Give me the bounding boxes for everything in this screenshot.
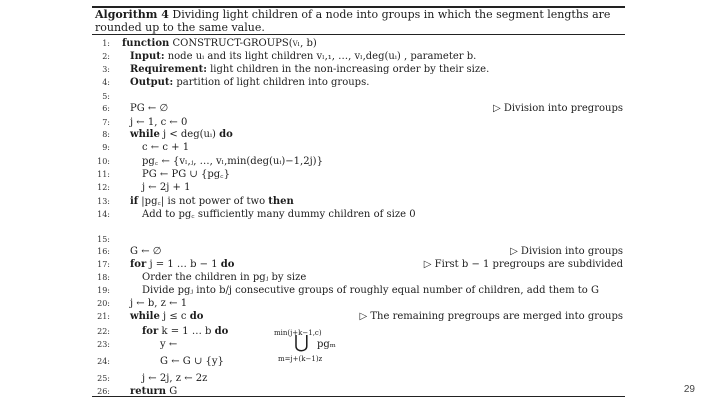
line-number: 21: bbox=[97, 312, 110, 321]
line-code: j ← 1, c ← 0 bbox=[130, 117, 188, 128]
algorithm-line bbox=[92, 76, 625, 89]
line-code: c ← c + 1 bbox=[142, 142, 190, 153]
line-code: Requirement: light children in the non-increasing order by their size. bbox=[130, 64, 490, 75]
line-number: 6: bbox=[102, 104, 110, 113]
page-number: 29 bbox=[683, 384, 695, 395]
line-code: Add to pg꜀ sufficiently many dummy children of size 0 bbox=[142, 209, 416, 220]
algorithm-caption bbox=[95, 8, 625, 34]
line-number: 24: bbox=[97, 357, 110, 366]
line-comment: ▷ First b − 1 pregroups are subdivided bbox=[423, 259, 623, 270]
algorithm-line bbox=[92, 245, 625, 258]
line-number: 19: bbox=[97, 286, 110, 295]
line-number: 14: bbox=[97, 210, 110, 219]
algorithm-line bbox=[92, 50, 625, 63]
line-code: G ← ∅ bbox=[130, 246, 162, 257]
line-code: for j = 1 … b − 1 do bbox=[130, 259, 235, 270]
algorithm-line bbox=[92, 258, 625, 271]
algorithm-title: Dividing light children of a node into groups in which the segment lengths are rounded up to the same value. bbox=[95, 8, 611, 34]
algorithm-line bbox=[92, 284, 625, 297]
line-code: return G bbox=[130, 386, 178, 397]
line-number: 20: bbox=[97, 299, 110, 308]
line-number: 23: bbox=[97, 340, 110, 349]
line-code: Order the children in pgⱼ by size bbox=[142, 272, 307, 283]
line-number: 3: bbox=[102, 65, 110, 74]
line-number: 8: bbox=[102, 130, 110, 139]
union-operator: ⋃ bbox=[294, 332, 309, 353]
line-code: while j < deg(uᵢ) do bbox=[130, 129, 233, 140]
algorithm-line bbox=[92, 195, 625, 208]
algorithm-line bbox=[92, 297, 625, 310]
line-number: 11: bbox=[97, 170, 110, 179]
line-code: j ← 2j, z ← 2z bbox=[142, 373, 208, 384]
line-number: 18: bbox=[97, 273, 110, 282]
algorithm-line bbox=[92, 372, 625, 385]
line-comment: ▷ Division into pregroups bbox=[492, 103, 623, 114]
union-upper-limit: min(j+k−1,c) bbox=[274, 329, 322, 337]
line-code: PG ← ∅ bbox=[130, 103, 169, 114]
algorithm-line bbox=[92, 155, 625, 168]
line-number: 1: bbox=[102, 39, 110, 48]
line-code: Divide pgⱼ into b/j consecutive groups of roughly equal number of children, add them to G bbox=[142, 285, 599, 296]
algorithm-line bbox=[92, 128, 625, 141]
line-comment: ▷ The remaining pregroups are merged into groups bbox=[359, 311, 623, 322]
algorithm-line bbox=[92, 208, 625, 221]
algorithm-line bbox=[92, 63, 625, 76]
algorithm-line bbox=[92, 310, 625, 323]
line-code: Input: node uᵢ and its light children vₗ,₁, …, vₗ,deg(uᵢ) , parameter b. bbox=[130, 51, 477, 62]
title-rule bbox=[92, 34, 625, 35]
line-number: 15: bbox=[97, 235, 110, 244]
line-number: 9: bbox=[102, 143, 110, 152]
line-number: 17: bbox=[97, 260, 110, 269]
algorithm-line bbox=[92, 37, 625, 50]
line-number: 4: bbox=[102, 78, 110, 87]
line-number: 5: bbox=[102, 92, 110, 101]
line-code: for k = 1 … b do bbox=[142, 326, 229, 337]
line-number: 13: bbox=[97, 197, 110, 206]
line-code: pg꜀ ← {vₗ,ⱼ, …, vₗ,min(deg(uᵢ)−1,2j)} bbox=[142, 156, 323, 167]
line-code: j ← b, z ← 1 bbox=[130, 298, 188, 309]
line-code: Output: partition of light children into groups. bbox=[130, 77, 370, 88]
algorithm-label: Algorithm 4 bbox=[95, 8, 169, 21]
line-code: while j ≤ c do bbox=[130, 311, 204, 322]
union-lower-limit: m=j+(k−1)z bbox=[278, 355, 323, 363]
algorithm-line bbox=[92, 385, 625, 398]
line-number: 7: bbox=[102, 118, 110, 127]
line-number: 22: bbox=[97, 327, 110, 336]
line-number: 26: bbox=[97, 387, 110, 396]
algorithm-line bbox=[92, 141, 625, 154]
line-code: if |pg꜀| is not power of two then bbox=[130, 196, 294, 207]
line-comment: ▷ Division into groups bbox=[510, 246, 623, 257]
algorithm-line bbox=[92, 102, 625, 115]
line-number: 12: bbox=[97, 183, 110, 192]
algorithm-line bbox=[92, 271, 625, 284]
line-number: 25: bbox=[97, 374, 110, 383]
line-number: 16: bbox=[97, 247, 110, 256]
line-number: 10: bbox=[97, 157, 110, 166]
algorithm-line bbox=[92, 325, 625, 338]
line-number: 2: bbox=[102, 52, 110, 61]
union-term: pgₘ bbox=[317, 339, 336, 350]
algorithm-line bbox=[92, 181, 625, 194]
line-code: y ← bbox=[160, 339, 178, 350]
line-code: G ← G ∪ {y} bbox=[160, 356, 224, 367]
line-code: j ← 2j + 1 bbox=[142, 182, 191, 193]
algorithm-line bbox=[92, 168, 625, 181]
line-code: PG ← PG ∪ {pg꜀} bbox=[142, 169, 230, 180]
algorithm-line bbox=[92, 355, 625, 368]
line-code: function CONSTRUCT-GROUPS(vₗ, b) bbox=[122, 38, 317, 49]
